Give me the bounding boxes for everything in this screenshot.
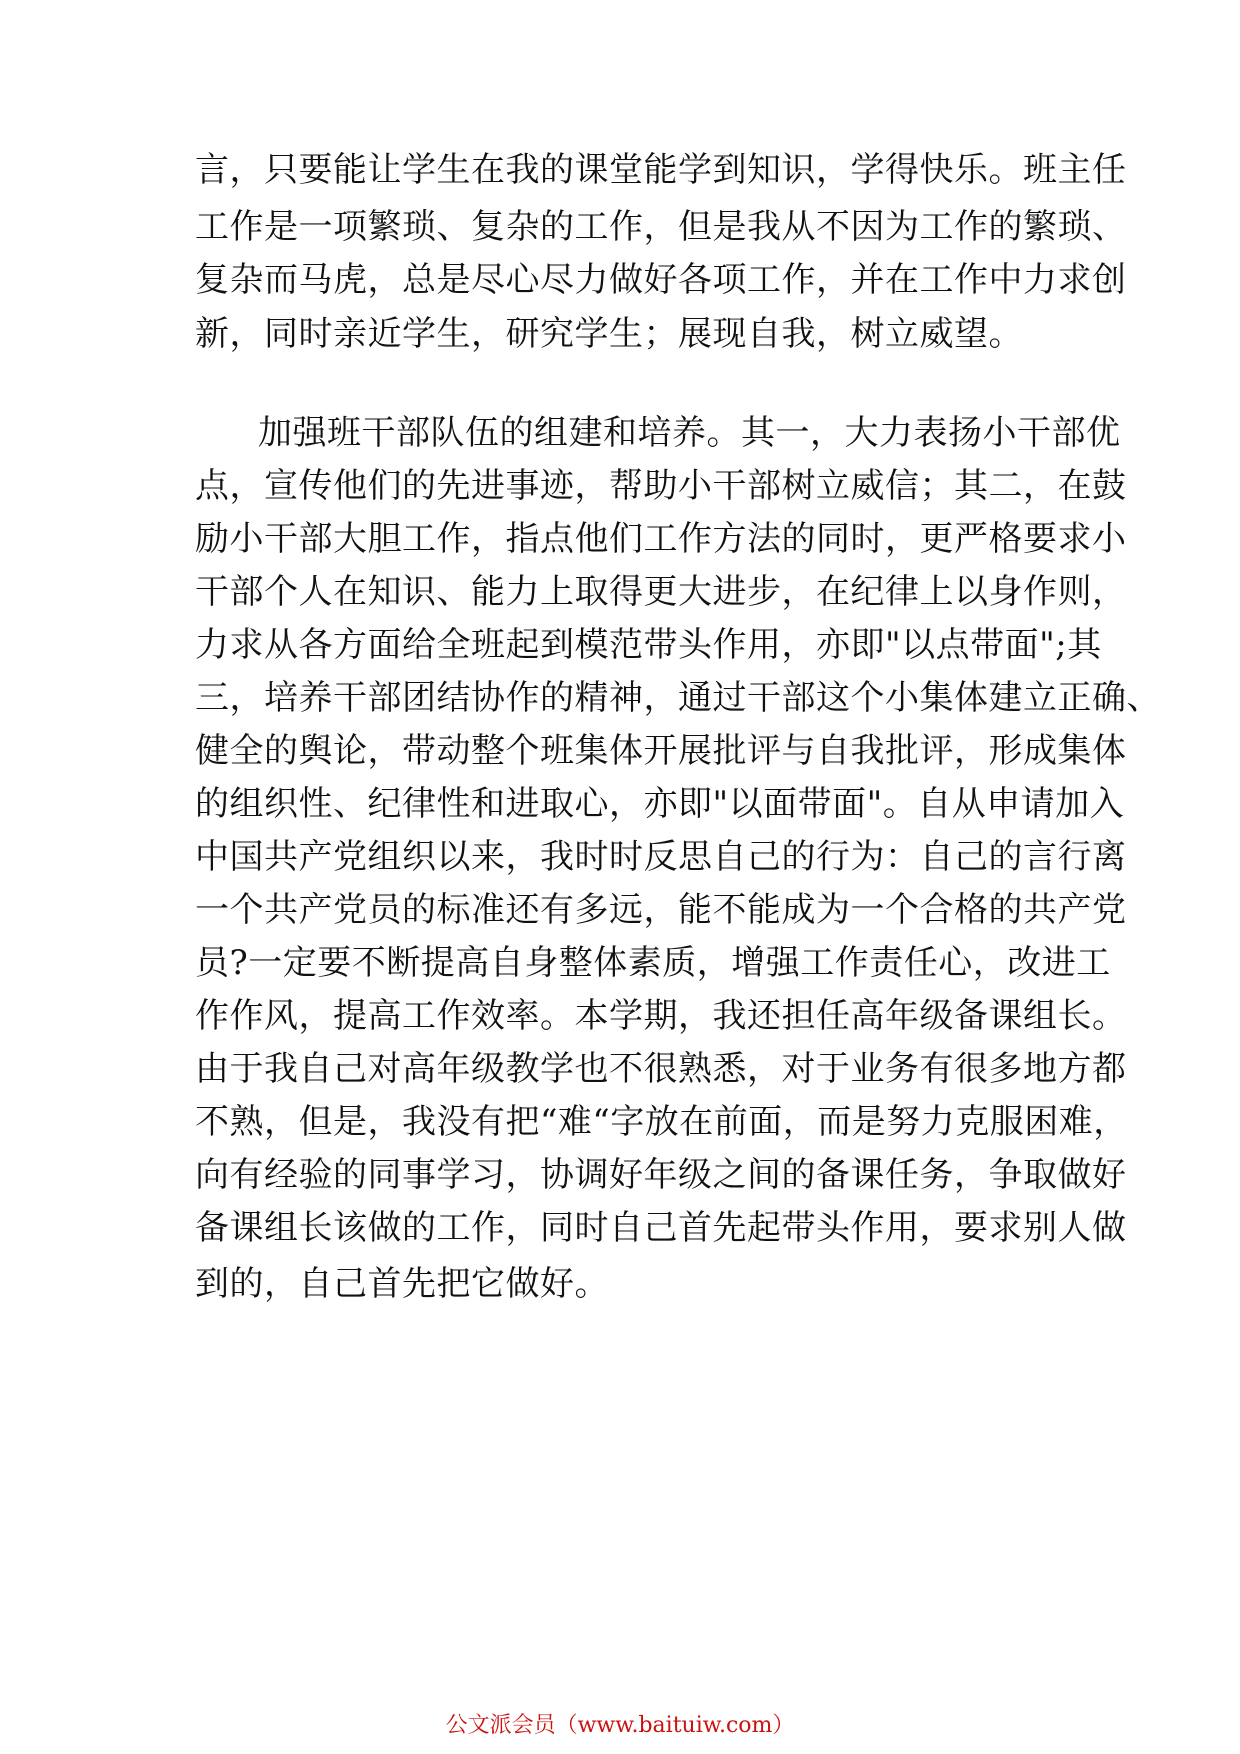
paragraph-2-line-13: 由于我自己对高年级教学也不很熟悉，对于业务有很多地方都 (195, 1049, 1127, 1089)
paragraph-2-line-5: 力求从各方面给全班起到模范带头作用，亦即"以点带面";其 (195, 625, 1102, 665)
paragraph-2-line-2: 点，宣传他们的先进事迹，帮助小干部树立威信；其二，在鼓 (195, 466, 1127, 506)
paragraph-2-line-9: 中国共产党组织以来，我时时反思自己的行为：自己的言行离 (195, 837, 1127, 877)
paragraph-2-line-14: 不熟，但是，我没有把“难“字放在前面，而是努力克服困难， (195, 1102, 1128, 1142)
paragraph-2-line-11: 员?一定要不断提高自身整体素质，增强工作责任心，改进工 (195, 943, 1111, 983)
paragraph-2-line-3: 励小干部大胆工作，指点他们工作方法的同时，更严格要求小 (195, 519, 1127, 559)
paragraph-2-line-12: 作作风，提高工作效率。本学期，我还担任高年级备课组长。 (195, 996, 1127, 1036)
paragraph-1-line-4: 新，同时亲近学生，研究学生；展现自我，树立威望。 (195, 314, 1023, 354)
paragraph-2-line-17: 到的，自己首先把它做好。 (195, 1264, 609, 1304)
paragraph-2-line-7: 健全的舆论，带动整个班集体开展批评与自我批评，形成集体 (195, 731, 1127, 771)
paragraph-2-line-1: 加强班干部队伍的组建和培养。其一，大力表扬小干部优 (258, 413, 1121, 453)
paragraph-1-line-1: 言，只要能让学生在我的课堂能学到知识，学得快乐。班主任 (195, 150, 1127, 190)
paragraph-2-line-4: 干部个人在知识、能力上取得更大进步，在纪律上以身作则， (195, 572, 1127, 612)
paragraph-2-line-10: 一个共产党员的标准还有多远，能不能成为一个合格的共产党 (195, 890, 1127, 930)
paragraph-2-line-8: 的组织性、纪律性和进取心，亦即"以面带面"。自从申请加入 (195, 784, 1125, 824)
footer-watermark[interactable]: 公文派会员（www.baituiw.com） (445, 1713, 795, 1738)
paragraph-2-line-15: 向有经验的同事学习，协调好年级之间的备课任务，争取做好 (195, 1155, 1127, 1195)
paragraph-1-line-3: 复杂而马虎，总是尽心尽力做好各项工作，并在工作中力求创 (195, 260, 1127, 300)
paragraph-1-line-2: 工作是一项繁琐、复杂的工作，但是我从不因为工作的繁琐、 (195, 207, 1127, 247)
paragraph-2-line-16: 备课组长该做的工作，同时自己首先起带头作用，要求别人做 (195, 1208, 1127, 1248)
paragraph-2-line-6: 三，培养干部团结协作的精神，通过干部这个小集体建立正确、 (195, 678, 1161, 718)
